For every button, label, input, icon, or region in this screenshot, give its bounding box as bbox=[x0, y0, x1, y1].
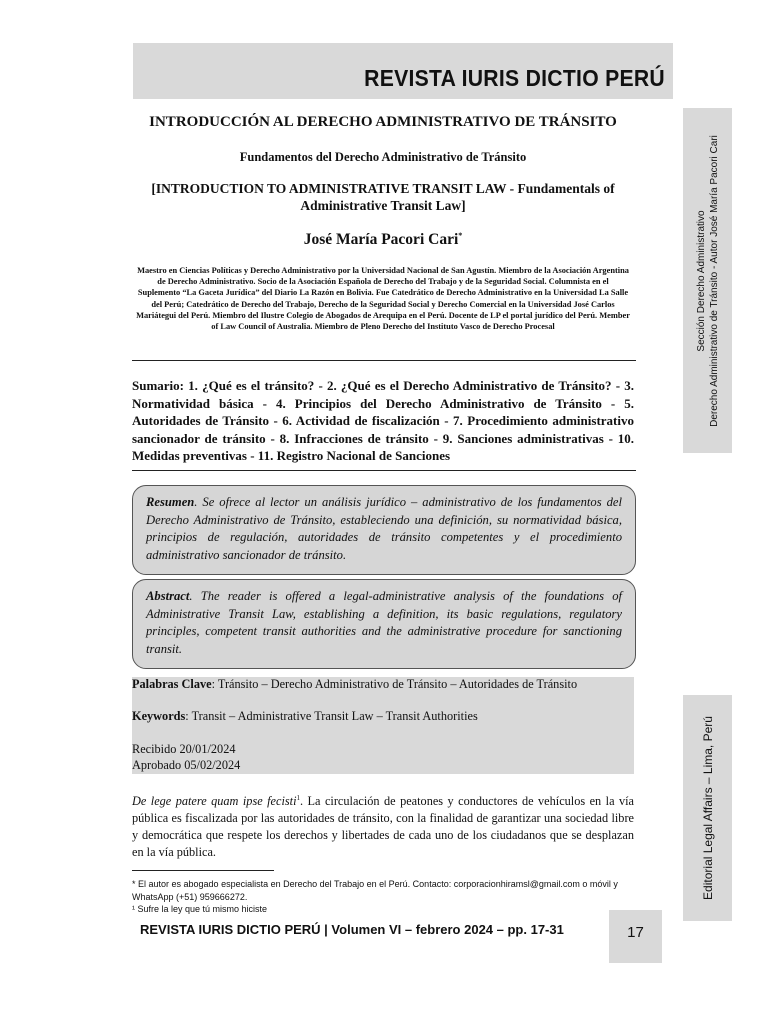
footnotes bbox=[132, 878, 636, 916]
journal-header-band bbox=[133, 43, 673, 99]
resumen-text: . Se ofrece al lector un análisis jurídico – administrativo de los fundamentos del Derecho Administrativo de Tránsito, estableciendo una definición, su normatividad básica, principios de regulación, autoridades de tránsito competentes y el procedimiento administrativo sancionador de tránsito. bbox=[146, 495, 622, 562]
footnote-divider bbox=[132, 870, 274, 871]
body-footnote-mark[interactable]: 1 bbox=[296, 794, 301, 802]
abstract-paragraph bbox=[146, 588, 622, 658]
resumen-label: Resumen bbox=[146, 495, 195, 509]
article-title: INTRODUCCIÓN AL DERECHO ADMINISTRATIVO DE TRÁNSITO bbox=[149, 114, 617, 130]
keywords-text: : Transit – Administrative Transit Law – Transit Authorities bbox=[185, 709, 478, 723]
page-number: 17 bbox=[627, 924, 644, 941]
footer-citation: REVISTA IURIS DICTIO PERÚ | Volumen VI – febrero 2024 – pp. 17-31 bbox=[140, 922, 564, 937]
page-number-box bbox=[609, 910, 662, 963]
divider-bottom bbox=[132, 470, 636, 471]
author-name-text: José María Pacori Cari bbox=[303, 231, 459, 249]
palabras-clave-text: : Tránsito – Derecho Administrativo de Tránsito – Autoridades de Tránsito bbox=[211, 677, 578, 691]
publisher-side-label bbox=[683, 695, 732, 921]
article-title-english: [INTRODUCTION TO ADMINISTRATIVE TRANSIT LAW - Fundamentals of Administrative Transit Law] bbox=[151, 181, 615, 213]
section-line-2: Derecho Administrativo de Tránsito - Autor José María Pacori Cari bbox=[708, 134, 720, 427]
sumario: Sumario: 1. ¿Qué es el tránsito? - 2. ¿Qué es el Derecho Administrativo de Tránsito? - 3. Normatividad básica - 4. Principios del Derecho Administrativo de Tránsito - 5. Autoridades de Tránsito - 6. Actividad de fiscalización - 7. Procedimiento administrativo sancionador de tránsito - 8. Infracciones de tránsito - 9. Sanciones administrativas - 10. Medidas preventivas - 11. Registro Nacional de Sanciones bbox=[132, 378, 634, 463]
palabras-clave-label: Palabras Clave bbox=[132, 677, 212, 691]
keywords-label: Keywords bbox=[132, 709, 186, 723]
keywords bbox=[132, 709, 634, 724]
author-bio: Maestro en Ciencias Políticas y Derecho Administrativo por la Universidad Nacional de San Agustín. Miembro de la Asociación Argentina de Derecho Administrativo. Socio de la Asociación Española de Derecho del Trabajo y de la Seguridad Social. Columnista en el Suplemento “La Gaceta Jurídica” del Diario La Razón en Bolivia. Fue Catedrático de Derecho Administrativo en la Universidad La Salle del Perú; Catedrático de Derecho del Trabajo, Derecho de la Seguridad Social y Derecho Comercial en la Universidad José Carlos Mariátegui del Perú. Miembro del Ilustre Colegio de Abogados de Arequipa en el Perú. Docente de LP el portal jurídico del Perú. Member of Law Council of Australia. Miembro de Pleno Derecho del Instituto Vasco de Derecho Procesal bbox=[136, 266, 630, 332]
abstract-text: . The reader is offered a legal-administrative analysis of the foundations of Administrative Transit Law, establishing a definition, its basic regulations, regulatory principles, competent transit authorities and the administrative procedure for sanctioning transit. bbox=[146, 589, 622, 656]
abstract-label: Abstract bbox=[146, 589, 190, 603]
body-text: . La circulación de peatones y conductores de vehículos en la vía pública es fiscalizada por las autoridades de tránsito, con la finalidad de garantizar una sociedad libre y democrática que respete los derechos y libertades de cada uno de los ciudadanos que se desplazan en la vía pública. bbox=[132, 794, 634, 860]
article-dates bbox=[132, 741, 240, 773]
footnote-1: ¹ Sufre la ley que tú mismo hiciste bbox=[132, 904, 268, 914]
palabras-clave bbox=[132, 677, 634, 692]
abstract-box bbox=[132, 579, 636, 669]
resumen-paragraph bbox=[146, 494, 622, 564]
publisher-side-text: Editorial Legal Affairs – Lima, Perú bbox=[700, 716, 715, 900]
article-subtitle: Fundamentos del Derecho Administrativo de Tránsito bbox=[239, 150, 527, 164]
resumen-box bbox=[132, 485, 636, 575]
section-side-label bbox=[683, 108, 732, 453]
divider-top bbox=[132, 360, 636, 361]
section-side-text bbox=[695, 135, 721, 427]
received-date: Recibido 20/01/2024 bbox=[132, 742, 236, 756]
body-paragraph bbox=[132, 790, 634, 861]
author-name bbox=[132, 231, 634, 249]
author-footnote-mark[interactable]: * bbox=[458, 231, 463, 240]
journal-header-title: REVISTA IURIS DICTIO PERÚ bbox=[364, 65, 665, 91]
latin-phrase: De lege patere quam ipse fecisti bbox=[132, 794, 297, 809]
footnote-author: * El autor es abogado especialista en Derecho del Trabajo en el Perú. Contacto: corporacionhiramsl@gmail.com o móvil y WhatsApp (+51) 959666272. bbox=[132, 879, 618, 902]
approved-date: Aprobado 05/02/2024 bbox=[132, 758, 241, 772]
section-line-1: Sección Derecho Administrativo bbox=[695, 209, 707, 352]
